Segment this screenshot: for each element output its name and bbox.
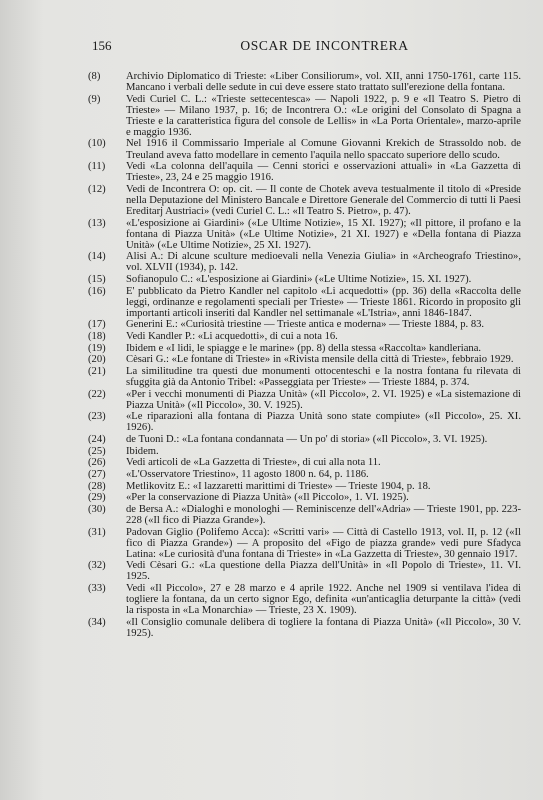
footnote-number: (30): [88, 503, 106, 515]
footnote: [88, 457, 521, 468]
footnote-number: (26): [88, 457, 106, 469]
footnote: [88, 411, 521, 433]
footnote: [88, 94, 521, 138]
footnote-text: «Le riparazioni alla fontana di Piazza Unità sono state compiute» («Il Piccolo», 25. XI. 1926).: [126, 411, 521, 434]
footnote-number: (13): [88, 217, 106, 229]
running-head: OSCAR DE INCONTRERA: [240, 38, 409, 53]
footnote-number: (28): [88, 480, 106, 492]
footnote-text: Archivio Diplomatico di Trieste: «Liber Consiliorum», vol. XII, anni 1750-1761, carte 115. Mancano i verbali delle sedute in cui deve essere stato trattato sull'erezione della fontana.: [126, 71, 521, 94]
footnote: [88, 286, 521, 319]
footnote: [88, 343, 521, 354]
footnote-number: (24): [88, 434, 106, 445]
footnote: [88, 560, 521, 582]
footnote-number: (19): [88, 342, 106, 354]
footnote-number: (32): [88, 560, 106, 572]
footnote-text: de Bersa A.: «Dialoghi e monologhi — Reminiscenze dell'«Adria» — Trieste 1901, pp. 223-228 («Il fico di Piazza Grande»).: [126, 503, 521, 526]
footnote: [88, 504, 521, 526]
footnote-number: (16): [88, 285, 106, 297]
footnote-number: (15): [88, 274, 106, 285]
footnote-number: (23): [88, 411, 106, 423]
footnote: [88, 527, 521, 560]
footnote-number: (27): [88, 468, 106, 480]
footnote-text: «Per i vecchi monumenti di Piazza Unità» («Il Piccolo», 2. VI. 1925) e «La sistemazione di Piazza Unità» («Il Piccolo», 30. V. 1925).: [126, 388, 521, 411]
footnote-text: La similitudine tra questi due monumenti ottocenteschi e la nostra fontana fu rilevata di sfuggita già da Antonio Tribel: «Passeggiata per Trieste» — Trieste 1884, p. 374.: [126, 365, 521, 388]
footnote-text: Metlikovitz E.: «I lazzaretti marittimi di Trieste» — Trieste 1904, p. 18.: [126, 480, 431, 492]
footnote-text: Vedi «Il Piccolo», 27 e 28 marzo e 4 aprile 1922. Anche nel 1909 si ventilava l'idea di togliere la fontana, da un certo signor Ego, definita «un'anticaglia deturpante la città» (vedi la risposta in «La Monarchia» — Trieste, 23 X. 1909).: [126, 582, 521, 617]
footnote: [88, 446, 521, 457]
footnote: [88, 138, 521, 160]
footnote-text: Vedi Cèsari G.: «La questione della Piazza dell'Unità» in «Il Popolo di Trieste», 11. VI. 1925.: [126, 560, 521, 583]
footnote-text: Vedi Curiel C. L.: «Trieste settecentesca» — Napoli 1922, p. 9 e «Il Teatro S. Pietro di Trieste» — Milano 1937, p. 16; de Incontrera O.: «Le origini del Consolato di Spagna a Trieste e la caratteristica figura del console de Lellis» in «La Porta Orientale», marzo-aprile e maggio 1936.: [126, 93, 521, 138]
footnote-text: Sofianopulo C.: «L'esposizione ai Giardini» («Le Ultime Notizie», 15. XI. 1927).: [126, 274, 472, 285]
footnote: [88, 161, 521, 183]
footnote: [88, 319, 521, 330]
footnote: [88, 71, 521, 93]
footnote: [88, 331, 521, 342]
footnote: [88, 389, 521, 411]
footnote-number: (10): [88, 138, 106, 150]
footnote-text: «Per la conservazione di Piazza Unità» («Il Piccolo», 1. VI. 1925).: [126, 492, 409, 504]
footnote: [88, 274, 521, 285]
footnote-number: (17): [88, 319, 106, 331]
footnote: [88, 354, 521, 365]
footnote-text: de Tuoni D.: «La fontana condannata — Un po' di storia» («Il Piccolo», 3. VI. 1925).: [126, 434, 488, 445]
footnote: [88, 366, 521, 388]
footnote-text: Vedi «La colonna dell'aquila — Cenni storici e osservazioni attuali» in «La Gazzetta di Trieste», 23, 24 e 25 maggio 1916.: [126, 161, 521, 184]
footnotes-list: [88, 71, 521, 639]
footnote-number: (29): [88, 492, 106, 504]
footnote-text: Padovan Giglio (Polifemo Acca): «Scritti vari» — Città di Castello 1913, vol. II, p. 12 («Il fico di Piazza Grande») — A proposito del «Figo de piazza grande» vedi pure Sfadyca Latina: «Le curiosità d'una fontana di Trieste» in «La Gazzetta di Trieste», 30 gennaio 1917.: [126, 526, 521, 560]
page-number: 156: [92, 38, 112, 53]
footnote-number: (33): [88, 582, 106, 594]
footnote-number: (34): [88, 616, 106, 628]
footnote-number: (18): [88, 331, 106, 343]
footnote: [88, 184, 521, 217]
footnote-text: Vedi Kandler P.: «Li acquedotti», di cui a nota 16.: [126, 331, 338, 343]
footnote-number: (9): [88, 93, 101, 105]
footnote-number: (22): [88, 388, 106, 400]
footnote-text: Generini E.: «Curiosità triestine — Trieste antica e moderna» — Trieste 1884, p. 83.: [126, 319, 485, 331]
footnote-text: «L'Osservatore Triestino», 11 agosto 1800 n. 64, p. 1186.: [126, 468, 369, 480]
footnote: [88, 492, 521, 503]
footnote-number: (14): [88, 251, 106, 263]
footnote-text: Ibidem.: [126, 445, 159, 457]
footnote-text: Cèsari G.: «Le fontane di Trieste» in «Rivista mensile della città di Trieste», febbraio 1929.: [126, 354, 514, 366]
footnote-text: «Il Consiglio comunale delibera di togliere la fontana di Piazza Unità» («Il Piccolo», 30 V. 1925).: [126, 616, 521, 639]
footnote: [88, 218, 521, 251]
footnote-text: Ibidem e «I lidi, le spiagge e le marine» (pp. 8) della stessa «Raccolta» kandleriana.: [126, 342, 482, 354]
footnote-number: (8): [88, 71, 101, 82]
footnote-text: «L'esposizione ai Giardini» («Le Ultime Notizie», 15 XI. 1927); «Il pittore, il profano e la fontana di Piazza Unità» («Le Ultime Notizie», 21 XI. 1927) e «Della fontana di Piazza Unità» («Le Ultime Notizie», 25 XI. 1927).: [126, 217, 521, 251]
footnote: [88, 434, 521, 445]
footnote-text: Alisi A.: Di alcune sculture medioevali nella Venezia Giulia» in «Archeografo Triestino», vol. XLVII (1934), p. 142.: [126, 251, 521, 274]
footnote-number: (12): [88, 183, 106, 195]
footnote-text: Nel 1916 il Commissario Imperiale al Comune Giovanni Krekich de Strassoldo nob. de Treuland aveva fatto modellare in cemento l'aquila nello spaccato superiore dello scudo.: [126, 138, 521, 161]
footnote: [88, 251, 521, 273]
footnote: [88, 583, 521, 616]
footnote-number: (20): [88, 354, 106, 366]
footnote: [88, 481, 521, 492]
footnote-number: (11): [88, 161, 106, 173]
footnote: [88, 469, 521, 480]
footnote-text: Vedi de Incontrera O: op. cit. — Il conte de Chotek aveva testualmente il titolo di «Preside nella Deputazione del Ministero Bancale e Direttore Generale del Commercio di tutti li Paesi Ereditarj Austriaci» (vedi Curiel C. L.: «Il Teatro S. Pietro», p. 47).: [126, 183, 521, 217]
footnote-number: (25): [88, 445, 106, 457]
footnote-text: Vedi articoli de «La Gazzetta di Trieste», di cui alla nota 11.: [126, 457, 381, 469]
footnote-text: E' pubblicato da Pietro Kandler nel capitolo «Li acquedotti» (pp. 36) della «Raccolta delle leggi, ordinanze e regolamenti speciali per Trieste» — Trieste 1861. Ricordo in proposito gli importanti articoli inseriti dal Kandler nel settimanale «L'Istria», anni 1846-1847.: [126, 285, 521, 319]
footnote: [88, 617, 521, 639]
footnote-number: (21): [88, 365, 106, 377]
footnote-number: (31): [88, 526, 106, 538]
page-header: [92, 38, 517, 60]
